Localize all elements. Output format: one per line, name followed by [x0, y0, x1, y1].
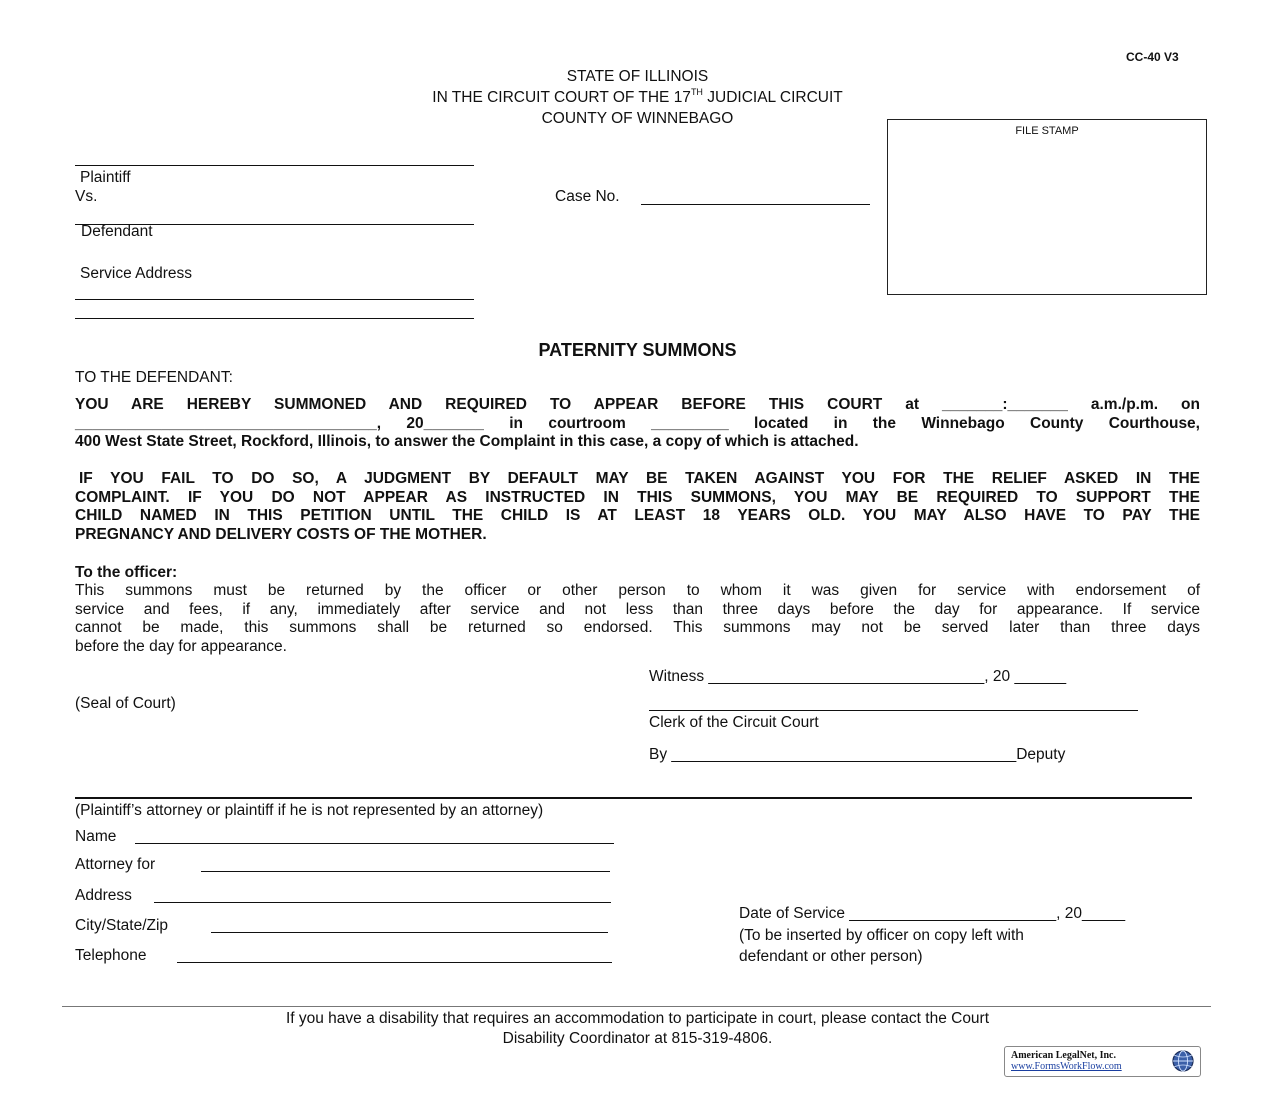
header-court	[0, 89, 1275, 107]
case-no-line[interactable]	[641, 204, 870, 205]
vs-label: Vs.	[75, 188, 98, 205]
summons-line-2: ___________________________________, 20_______ in courtroom _________ located in the Winnebago County Courthouse,	[75, 414, 1200, 432]
service-address-line-1[interactable]	[75, 299, 474, 300]
to-defendant: TO THE DEFENDANT:	[75, 369, 233, 386]
header-court-sup: TH	[690, 87, 703, 97]
service-note-2: defendant or other person)	[739, 948, 923, 965]
summons-line-1: YOU ARE HEREBY SUMMONED AND REQUIRED TO APPEAR BEFORE THIS COURT at _______:_______ a.m./p.m. on	[75, 396, 1200, 413]
name-line[interactable]	[135, 843, 614, 844]
service-address-label: Service Address	[80, 265, 192, 282]
header-court-pre: IN THE CIRCUIT COURT OF THE 17	[432, 89, 691, 106]
summons-paragraph	[75, 396, 1200, 452]
header-court-post: JUDICIAL CIRCUIT	[702, 89, 843, 106]
city-label: City/State/Zip	[75, 917, 169, 934]
service-address-line-2[interactable]	[75, 318, 474, 319]
header-county: COUNTY OF WINNEBAGO	[541, 110, 734, 127]
witness-label[interactable]: Witness ________________________________, 20 ______	[649, 668, 1067, 685]
name-label: Name	[75, 828, 117, 845]
plaintiff-line[interactable]	[75, 165, 474, 166]
globe-icon	[1170, 1049, 1196, 1073]
warning-line-1: IF YOU FAIL TO DO SO, A JUDGMENT BY DEFAULT MAY BE TAKEN AGAINST YOU FOR THE RELIEF ASKED IN THE	[79, 470, 1200, 487]
attorney-for-line[interactable]	[201, 871, 610, 872]
plaintiff-label: Plaintiff	[80, 169, 131, 186]
telephone-label: Telephone	[75, 947, 147, 964]
service-note-1: (To be inserted by officer on copy left with	[739, 927, 1024, 944]
clerk-label: Clerk of the Circuit Court	[649, 714, 819, 731]
defendant-label: Defendant	[81, 223, 153, 240]
address-line[interactable]	[154, 902, 611, 903]
officer-heading: To the officer:	[75, 564, 178, 581]
summons-line-3: 400 West State Street, Rockford, Illinois, to answer the Complaint in this case, a copy of which is attached.	[75, 433, 859, 450]
file-stamp-box	[887, 119, 1207, 295]
header-state: STATE OF ILLINOIS	[566, 68, 709, 85]
officer-line-2: service and fees, if any, immediately after service and not less than three days before the day for appearance. If service	[75, 600, 1200, 618]
section-divider	[75, 797, 1192, 799]
date-of-service-label[interactable]: Date of Service ________________________, 20_____	[739, 905, 1126, 922]
case-no-label: Case No.	[555, 188, 620, 205]
footer-divider	[62, 1006, 1211, 1007]
footer-line-2: Disability Coordinator at 815-319-4806.	[502, 1030, 773, 1047]
attorney-for-label: Attorney for	[75, 856, 156, 873]
telephone-line[interactable]	[177, 962, 612, 963]
city-line[interactable]	[211, 932, 608, 933]
logo-company: American LegalNet, Inc.	[1011, 1050, 1116, 1061]
officer-paragraph	[75, 582, 1200, 656]
warning-line-4: PREGNANCY AND DELIVERY COSTS OF THE MOTHER.	[75, 525, 487, 543]
warning-line-2: COMPLAINT. IF YOU DO NOT APPEAR AS INSTRUCTED IN THIS SUMMONS, YOU MAY BE REQUIRED TO SUPPORT THE	[75, 488, 1200, 506]
file-stamp-label: FILE STAMP	[1015, 125, 1079, 137]
page-title: PATERNITY SUMMONS	[538, 340, 737, 360]
warning-paragraph	[75, 470, 1200, 544]
officer-line-3: cannot be made, this summons shall be returned so endorsed. This summons may not be served later than three days	[75, 619, 1200, 636]
logo-url[interactable]: www.FormsWorkFlow.com	[1011, 1061, 1122, 1072]
form-code: CC-40 V3	[1126, 50, 1179, 64]
deputy-label[interactable]: By ________________________________________Deputy	[649, 746, 1066, 763]
officer-line-4: before the day for appearance.	[75, 637, 287, 655]
clerk-signature-line[interactable]	[649, 710, 1138, 711]
american-legalnet-logo	[1004, 1046, 1201, 1077]
attorney-heading: (Plaintiff’s attorney or plaintiff if he is not represented by an attorney)	[75, 802, 544, 819]
warning-line-3: CHILD NAMED IN THIS PETITION UNTIL THE CHILD IS AT LEAST 18 YEARS OLD. YOU MAY ALSO HAVE TO PAY THE	[75, 507, 1200, 524]
seal-label: (Seal of Court)	[75, 695, 176, 712]
address-label: Address	[75, 887, 132, 904]
footer-line-1: If you have a disability that requires an accommodation to participate in court, please contact the Court	[285, 1010, 990, 1027]
officer-line-1: This summons must be returned by the officer or other person to whom it was given for service with endorsement of	[75, 582, 1200, 599]
